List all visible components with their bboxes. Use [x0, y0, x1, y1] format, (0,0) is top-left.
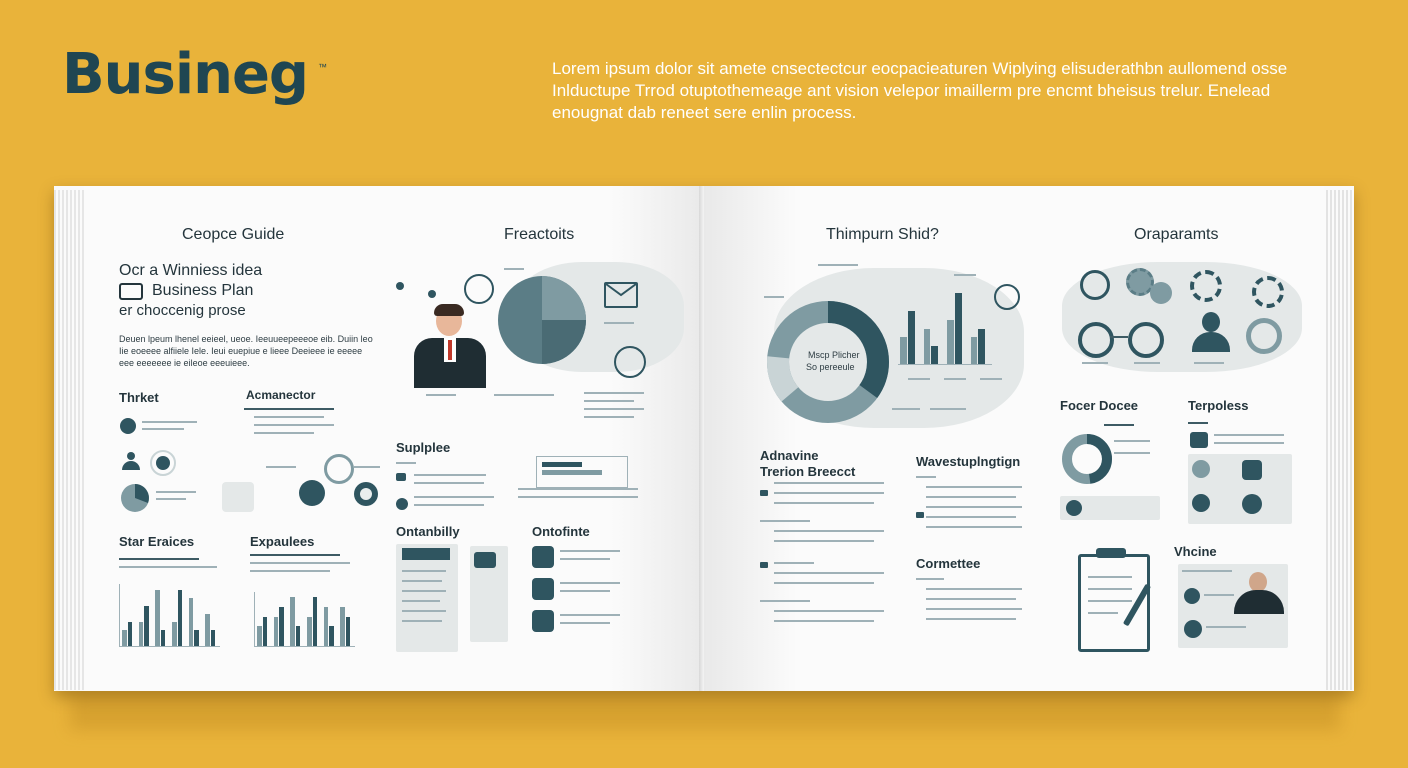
user-circle-icon — [1184, 620, 1202, 638]
wave-line — [926, 486, 1022, 488]
label-line — [1082, 362, 1108, 364]
person-icon — [1242, 494, 1262, 514]
market-dot-icon — [120, 418, 136, 434]
exp-heading: Expaulees — [250, 534, 315, 549]
adn-bullet — [760, 562, 768, 568]
chart-bar — [900, 337, 907, 364]
chart-bar — [955, 293, 962, 364]
document-icon — [532, 546, 554, 568]
bar-chart-star — [119, 584, 220, 647]
label-line — [930, 408, 966, 410]
chart-bar — [205, 614, 210, 646]
timeline-line — [518, 488, 638, 490]
body-line-3: eee eeeeeee ie eileoe eeeuieee. — [119, 358, 250, 368]
focer-line — [1114, 440, 1150, 442]
timeline-bar — [542, 462, 582, 467]
figure-caption-line — [426, 394, 456, 396]
user-circle-icon — [1078, 322, 1114, 358]
pencil-icon — [532, 578, 554, 600]
chart-bar — [324, 607, 329, 646]
chart-bar — [178, 590, 183, 646]
pie-chart-large — [498, 276, 618, 396]
chart-bar — [931, 346, 938, 364]
network-icon — [464, 274, 494, 304]
label-line — [954, 274, 976, 276]
brand-trademark: ™ — [318, 62, 327, 72]
supplies-line — [414, 504, 484, 506]
terp-line — [1214, 442, 1284, 444]
chart-bar — [340, 607, 345, 646]
label-line — [818, 264, 858, 266]
adn-line — [774, 562, 814, 564]
page-edges-left — [54, 190, 84, 690]
label-line — [980, 378, 1002, 380]
chart-bar — [122, 630, 127, 646]
wave-line — [916, 476, 936, 478]
clipboard-line — [1088, 612, 1118, 614]
clipboard-line — [1088, 588, 1132, 590]
person-icon — [122, 452, 140, 470]
ontofinte-line — [560, 622, 610, 624]
ontab-heading: Ontanbilly — [396, 524, 460, 539]
ontab-card — [396, 544, 458, 652]
clipboard-line — [1088, 576, 1132, 578]
supplies-line — [414, 496, 494, 498]
body-line-1: Deuen lpeum lhenel eeieel, ueoe. Ieeuueepeeeoe eib. Duiin leo — [119, 334, 373, 344]
network-node — [428, 290, 436, 298]
chevron-right-icon — [1242, 460, 1262, 480]
oraparamts-heading: Oraparamts — [1134, 226, 1219, 243]
adn-line — [774, 482, 884, 484]
chart-bar — [211, 630, 216, 646]
adn-line — [760, 600, 810, 602]
donut-label-1: Mscp Plicher — [808, 350, 860, 360]
chart-bar — [274, 617, 279, 646]
page-edges-right — [1324, 190, 1354, 690]
wave-line — [926, 506, 1022, 508]
link-box — [222, 482, 254, 512]
chart-bar — [290, 597, 295, 646]
user-circle-inner — [360, 488, 372, 500]
ontab-line — [402, 610, 446, 612]
vhcine-line — [1182, 570, 1232, 572]
terp-heading: Terpoless — [1188, 398, 1249, 413]
ontab-header-bar — [402, 548, 450, 560]
label-line — [604, 322, 634, 324]
label-line — [584, 392, 644, 394]
wave-line — [926, 526, 1022, 528]
admin-heading: Acmanector — [246, 388, 316, 402]
left-page — [84, 186, 704, 691]
user-circle-icon — [1128, 322, 1164, 358]
connector-line — [1110, 336, 1128, 338]
play-icon — [1080, 270, 1110, 300]
figure-caption-line — [494, 394, 554, 396]
ontab-line — [402, 590, 446, 592]
supplies-line — [414, 474, 486, 476]
donut-mini-icon — [1246, 318, 1282, 354]
adn-line — [774, 492, 884, 494]
ontofinte-heading: Ontofinte — [532, 524, 590, 539]
chart-bar — [189, 598, 194, 646]
user-circle-icon — [1192, 494, 1210, 512]
chart-bar — [971, 337, 978, 364]
focer-line — [1104, 424, 1134, 426]
chart-bar — [155, 590, 160, 646]
ontofinte-line — [560, 582, 620, 584]
focer-line — [1114, 452, 1150, 454]
supplies-bullet-icon — [396, 473, 406, 481]
person-silhouette-icon — [1192, 312, 1230, 352]
adn-line — [774, 572, 884, 574]
chart-bar — [139, 622, 144, 646]
admin-line — [254, 432, 314, 434]
chart-bar — [172, 622, 177, 646]
focer-donut — [1060, 432, 1114, 486]
chart-bar — [257, 626, 262, 646]
ontab-line — [402, 620, 442, 622]
chart-bar — [313, 597, 318, 646]
adn-bullet — [760, 490, 768, 496]
guide-heading: Ceopce Guide — [182, 226, 285, 243]
businessman-figure — [414, 304, 486, 388]
bar-chart-thimpurn — [898, 286, 992, 365]
chart-bar — [128, 622, 133, 646]
pie-line — [156, 491, 196, 493]
chart-bar — [263, 617, 268, 646]
donut-label-2: So pereeule — [806, 362, 855, 372]
wave-heading: Wavestuplngtign — [916, 454, 1021, 469]
exp-line — [250, 554, 340, 556]
adn-line — [774, 530, 884, 532]
thimpurn-heading: Thimpurn Shid? — [826, 226, 939, 243]
admin-line — [254, 416, 324, 418]
pie-icon — [1192, 460, 1210, 478]
lead-line-2: Business Plan — [152, 282, 254, 299]
supplies-heading: Suplplee — [396, 440, 451, 455]
label-line — [504, 268, 524, 270]
intro-line-1: Lorem ipsum dolor sit amete cnsectectcur eocpacieaturen Wiplying elisuderathbn aullomend osse — [552, 59, 1288, 78]
brand-title: Busineg — [62, 42, 309, 107]
connector-line — [266, 466, 296, 468]
clipboard-line — [1088, 600, 1132, 602]
book-shadow — [70, 690, 1340, 730]
intro-line-3: enougnat dab reneet sere enlin process. — [552, 103, 857, 122]
chart-bar — [346, 617, 351, 646]
supplies-line — [414, 482, 484, 484]
connector-line — [354, 466, 380, 468]
terp-line — [1214, 434, 1284, 436]
wave-bullet — [916, 512, 924, 518]
lead-line-1: Ocr a Winniess idea — [119, 262, 263, 279]
team-icon — [1066, 500, 1082, 516]
label-line — [764, 296, 784, 298]
adn-heading-1: Adnavine — [760, 448, 819, 463]
chart-bar — [279, 607, 284, 646]
admin-line — [254, 424, 334, 426]
chat-icon — [614, 346, 646, 378]
chart-bar — [924, 329, 931, 364]
star-line — [119, 558, 199, 560]
ring-center — [156, 456, 170, 470]
comm-line — [926, 598, 1016, 600]
pie-line — [156, 498, 186, 500]
adn-line — [760, 520, 810, 522]
intro-text — [552, 58, 1352, 124]
open-book — [54, 186, 1354, 691]
chart-bar — [194, 630, 199, 646]
chart-bar — [296, 626, 301, 646]
vhcine-line — [1206, 626, 1246, 628]
exp-line — [250, 570, 330, 572]
wave-line — [926, 496, 1016, 498]
label-line — [944, 378, 966, 380]
adn-line — [774, 502, 874, 504]
envelope-flap-icon — [606, 284, 636, 298]
body-line-2: Iie eoeeee alfiiele Iele. Ieui euepiue e lieee Deeieee ie eeeee — [119, 346, 363, 356]
chart-bar — [329, 626, 334, 646]
clipboard-clip — [1096, 548, 1126, 558]
factoids-heading: Freactoits — [504, 226, 575, 243]
ontab-line — [402, 570, 446, 572]
chat-icon — [532, 610, 554, 632]
ontofinte-line — [560, 558, 610, 560]
user-circle-icon — [994, 284, 1020, 310]
comm-line — [926, 618, 1016, 620]
adn-heading-2: Trerion Breecct — [760, 464, 856, 479]
label-line — [584, 408, 644, 410]
admin-line — [244, 408, 334, 410]
label-line — [1194, 362, 1224, 364]
adn-line — [774, 582, 874, 584]
check-icon — [396, 498, 408, 510]
label-line — [892, 408, 920, 410]
user-circle-icon — [324, 454, 354, 484]
vhcine-line — [1204, 594, 1234, 596]
market-line — [142, 421, 197, 423]
star-heading: Star Eraices — [119, 534, 195, 549]
comm-line — [926, 588, 1022, 590]
chart-bar — [947, 320, 954, 364]
bar-chart-exp — [254, 592, 355, 647]
focer-heading: Focer Docee — [1060, 398, 1139, 413]
label-line — [584, 416, 634, 418]
lead-icon — [119, 283, 143, 300]
folder-icon — [474, 552, 496, 568]
ontab-line — [402, 580, 442, 582]
timeline-line — [518, 496, 638, 498]
lead-line-3: er choccenig prose — [119, 302, 246, 319]
chart-bar — [908, 311, 915, 364]
label-line — [584, 400, 634, 402]
adn-line — [774, 620, 874, 622]
market-heading: Thrket — [119, 390, 159, 405]
chart-bar — [307, 617, 312, 646]
timeline-bar — [542, 470, 602, 475]
ontofinte-line — [560, 590, 610, 592]
adn-line — [774, 540, 874, 542]
comm-line — [916, 578, 944, 580]
user-circle-icon — [299, 480, 325, 506]
star-line — [119, 566, 217, 568]
chart-bar — [144, 606, 149, 646]
ontab-line — [402, 600, 440, 602]
person-silhouette-icon — [1234, 572, 1284, 614]
ontofinte-line — [560, 550, 620, 552]
user-circle-icon — [1184, 588, 1200, 604]
chart-bar — [161, 630, 166, 646]
supplies-line — [396, 462, 416, 464]
chart-bar — [978, 329, 985, 364]
ontofinte-line — [560, 614, 620, 616]
gear-icon — [1150, 282, 1172, 304]
intro-line-2: Inlductupe Trrod otuptothemeage ant vision velepor imaillerm pre encmt bheisus trelur. Enelead — [552, 81, 1271, 100]
exp-line — [250, 562, 350, 564]
right-page — [704, 186, 1324, 691]
adn-line — [774, 610, 884, 612]
network-node — [396, 282, 404, 290]
vhcine-heading: Vhcine — [1174, 544, 1217, 559]
market-line — [142, 428, 184, 430]
comm-heading: Cormettee — [916, 556, 981, 571]
pie-icon — [120, 483, 150, 513]
wave-line — [926, 516, 1016, 518]
label-line — [1134, 362, 1160, 364]
gear-icon — [1190, 270, 1222, 302]
comm-line — [926, 608, 1022, 610]
terp-line — [1188, 422, 1208, 424]
gear-icon — [1252, 276, 1284, 308]
label-line — [908, 378, 930, 380]
chart-icon — [1190, 432, 1208, 448]
